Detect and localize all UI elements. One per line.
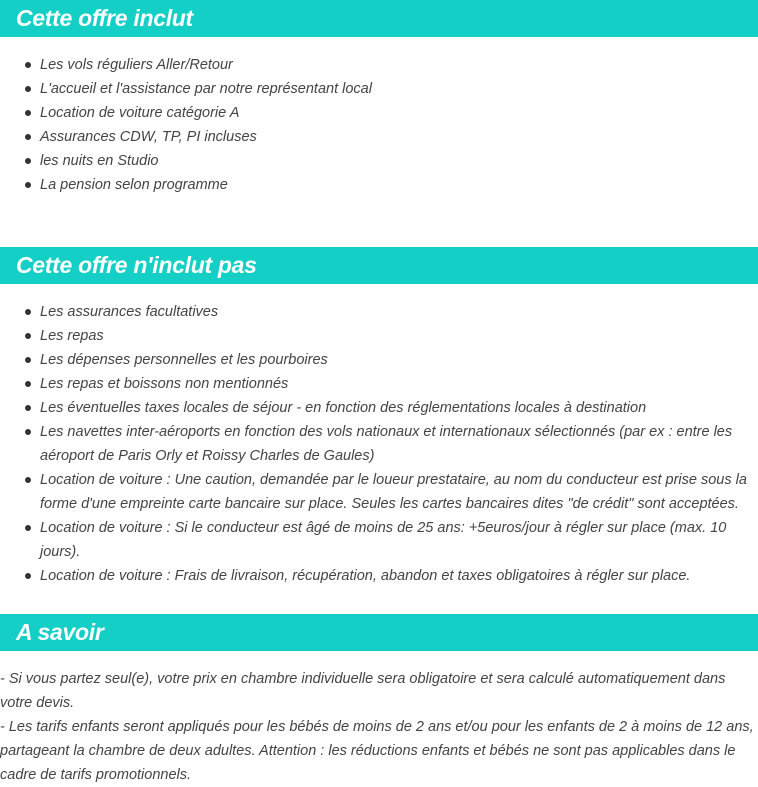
list-item: Les dépenses personnelles et les pourboires (0, 348, 758, 372)
section-title-info: A savoir (16, 619, 104, 645)
list-item: Location de voiture : Une caution, demandée par le loueur prestataire, au nom du conducteur est prise sous la forme d'une empreinte carte bancaire sur place. Seules les cartes bancaires dites "de crédit" sont acceptées. (0, 468, 758, 516)
section-header-info (0, 614, 758, 651)
list-item: Les repas et boissons non mentionnés (0, 372, 758, 396)
list-item: Location de voiture : Frais de livraison, récupération, abandon et taxes obligatoires à régler sur place. (0, 564, 758, 588)
list-item: La pension selon programme (0, 173, 758, 197)
excluded-list (0, 300, 758, 588)
list-item: Les repas (0, 324, 758, 348)
section-title-excluded: Cette offre n'inclut pas (16, 252, 257, 278)
list-item: Location de voiture catégorie A (0, 101, 758, 125)
included-list (0, 53, 758, 197)
section-header-included (0, 0, 758, 37)
info-notes (0, 667, 756, 787)
list-item: Les vols réguliers Aller/Retour (0, 53, 758, 77)
list-item: Les assurances facultatives (0, 300, 758, 324)
list-item: les nuits en Studio (0, 149, 758, 173)
section-header-excluded (0, 247, 758, 284)
list-item: Les navettes inter-aéroports en fonction des vols nationaux et internationaux sélectionnés (par ex : entre les aéroport de Paris Orly et Roissy Charles de Gaules) (0, 420, 758, 468)
list-item: Assurances CDW, TP, PI incluses (0, 125, 758, 149)
info-note: - Les tarifs enfants seront appliqués pour les bébés de moins de 2 ans et/ou pour les enfants de 2 à moins de 12 ans, partageant la chambre de deux adultes. Attention : les réductions enfants et bébés ne sont pas applicables dans le cadre de tarifs promotionnels. (0, 719, 754, 783)
section-title-included: Cette offre inclut (16, 5, 193, 31)
info-note: - Si vous partez seul(e), votre prix en chambre individuelle sera obligatoire et sera calculé automatiquement dans votre devis. (0, 671, 726, 711)
list-item: Location de voiture : Si le conducteur est âgé de moins de 25 ans: +5euros/jour à régler sur place (max. 10 jours). (0, 516, 758, 564)
list-item: Les éventuelles taxes locales de séjour - en fonction des réglementations locales à destination (0, 396, 758, 420)
list-item: L'accueil et l'assistance par notre représentant local (0, 77, 758, 101)
